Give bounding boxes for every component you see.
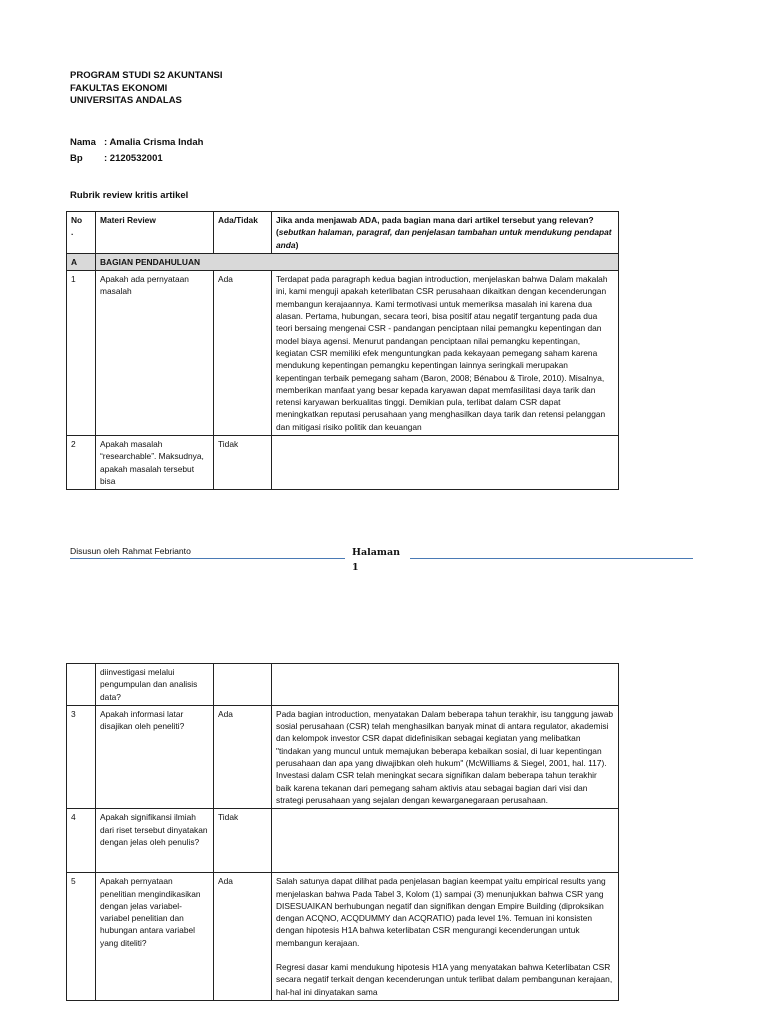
nama-label: Nama: [70, 137, 96, 148]
info-row-nama: [70, 135, 203, 151]
row-answer: [272, 664, 619, 706]
rubrik-title: Rubrik review kritis artikel: [70, 190, 189, 201]
row-answer: [272, 809, 619, 873]
footer-divider: [410, 558, 693, 559]
header-program: PROGRAM STUDI S2 AKUNTANSI: [70, 70, 223, 81]
row-no: 3: [67, 705, 96, 808]
bp-label: Bp: [70, 153, 83, 164]
row-answer: Pada bagian introduction, menyatakan Dalam beberapa tahun terakhir, isu tanggung jawab sosial perusahaan (CSR) telah menghasilkan banyak minat di antara regulator, akademisi dan kelompok investor CSR dapat didefinisikan sebagai kegiatan yang melibatkan "tindakan yang muncul untuk memajukan beberapa kebaikan sosial, di luar kepentingan perusahaan dan apa yang diwajibkan oleh hukum" (McWilliams & Siegel, 2001, hal. 117). Investasi dalam CSR telah meningkat secara signifikan dalam beberapa tahun terakhir baik karena tekanan dari pemegang saham aktivis atau sebagai bagian dari visi dan strategi perusahaan yang sejalan dengan kewarganegaraan perusahaan.: [272, 705, 619, 808]
row-no: 4: [67, 809, 96, 873]
row-answer-paragraph: Regresi dasar kami mendukung hipotesis H1A yang menyatakan bahwa Keterlibatan CSR secara negatif terkait dengan kecenderungan untuk terlibat dalam pembangunan kerajaan, hal-hal ini dinyatakan sama: [276, 962, 613, 997]
col-header-ada: Ada/Tidak: [214, 212, 272, 254]
row-question: Apakah masalah “researchable”. Maksudnya, apakah masalah tersebut bisa: [96, 436, 214, 490]
table-row: [67, 271, 619, 436]
header-university: UNIVERSITAS ANDALAS: [70, 95, 182, 106]
row-answer-paragraph: Salah satunya dapat dilihat pada penjelasan bagian keempat yaitu empirical results yang menjelaskan bahwa Pada Tabel 3, Kolom (1) sampai (3) menunjukkan bahwa CSR yang DISESUAIKAN berhubungan negatif dan signifikan dengan Empire Building (diproksikan dengan ACQNO, ACQDUMMY dan ACQRATIO) pada level 1%. Temuan ini konsisten dengan hipotesis H1A bahwa keterlibatan CSR mengurangi kecenderungan untuk membangun kerajaan.: [276, 876, 606, 948]
row-no: 2: [67, 436, 96, 490]
table-row: [67, 705, 619, 808]
review-table-page1: [66, 211, 619, 490]
col-header-no: No .: [67, 212, 96, 254]
row-question: diinvestigasi melalui pengumpulan dan analisis data?: [96, 664, 214, 706]
row-ada: Ada: [214, 873, 272, 1001]
table-row: [67, 873, 619, 1001]
row-answer: Terdapat pada paragraph kedua bagian introduction, menjelaskan bahwa Dalam makalah ini, kami menguji apakah keterlibatan CSR perusahaan dikaitkan dengan kecenderungan membangun kerajaannya. Kami termotivasi untuk memeriksa masalah ini karena dua alasan. Pertama, hubungan, secara teori, bisa positif atau negatif tergantung pada dua teori bersaing mengenai CSR - pandangan penciptaan nilai pemangku kepentingan dan model biaya agensi. Menurut pandangan penciptaan nilai pemangku kepentingan, kegiatan CSR memiliki efek menguntungkan pada kekayaan pemegang saham karena mendukung kepentingan pemangku kepentingan lainnya seringkali merupakan kepentingan terbaik pemegang saham (Baron, 2008; Bénabou & Tirole, 2010). Misalnya, memberikan manfaat yang besar kepada karyawan dapat memfasilitasi daya tarik dan retensi karyawan berkualitas tinggi. Demikian pula, terlibat dalam CSR dapat meningkatkan reputasi perusahaan yang menghasilkan daya tarik dan retensi pelanggan dan mitigasi risiko politik dan keuangan: [272, 271, 619, 436]
table-row: [67, 436, 619, 490]
col-header-jika-suffix: ): [295, 239, 299, 250]
col-header-materi: Materi Review: [96, 212, 214, 254]
document-header: [70, 70, 223, 108]
table-row: [67, 809, 619, 873]
row-question: Apakah informasi latar disajikan oleh peneliti?: [96, 705, 214, 808]
row-question: Apakah pernyataan penelitian mengindikasikan dengan jelas variabel-variabel penelitian dan hubungan antara variabel yang diteliti?: [96, 873, 214, 1001]
row-no: [67, 664, 96, 706]
section-label: BAGIAN PENDAHULUAN: [96, 253, 619, 270]
bp-value: : 2120532001: [104, 153, 163, 164]
col-header-jika: [272, 212, 619, 254]
row-ada: Tidak: [214, 436, 272, 490]
review-table-page2: [66, 663, 619, 1001]
table-header-row: [67, 212, 619, 254]
row-ada: Ada: [214, 705, 272, 808]
row-no: 1: [67, 271, 96, 436]
row-no: 5: [67, 873, 96, 1001]
table-row: [67, 664, 619, 706]
col-header-jika-italic: sebutkan halaman, paragraf, dan penjelasan tambahan untuk mendukung pendapat anda: [276, 227, 612, 250]
section-row: [67, 253, 619, 270]
header-faculty: FAKULTAS EKONOMI: [70, 82, 168, 94]
row-ada: Tidak: [214, 809, 272, 873]
row-question: Apakah ada pernyataan masalah: [96, 271, 214, 436]
section-code: A: [67, 253, 96, 270]
footer-author: Disusun oleh Rahmat Febrianto: [70, 546, 345, 559]
row-ada: Ada: [214, 271, 272, 436]
row-question: Apakah signifikansi ilmiah dari riset tersebut dinyatakan dengan jelas oleh penulis?: [96, 809, 214, 873]
footer-page-label: Halaman: [352, 547, 401, 558]
nama-value: : Amalia Crisma Indah: [104, 137, 204, 148]
row-answer: [272, 436, 619, 490]
col-header-jika-text: Jika anda menjawab ADA, pada bagian mana dari artikel tersebut yang relevan? (: [276, 215, 594, 238]
footer-page: [352, 545, 400, 575]
info-row-bp: [70, 151, 203, 167]
row-answer: [272, 873, 619, 1001]
row-ada: [214, 664, 272, 706]
footer-page-number: 1: [352, 562, 359, 573]
student-info: [70, 135, 203, 167]
